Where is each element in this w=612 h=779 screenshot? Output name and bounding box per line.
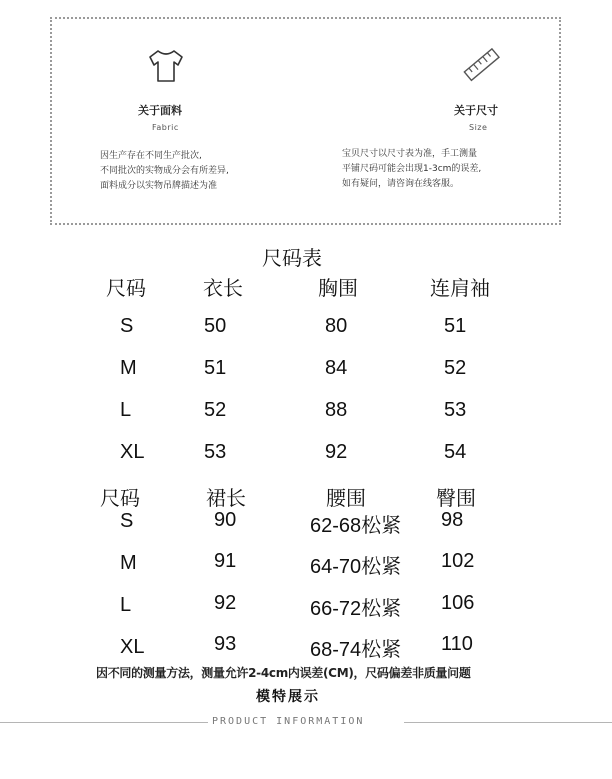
fabric-title: 关于面料 xyxy=(138,104,182,117)
divider-right xyxy=(404,722,612,723)
table-cell: 52 xyxy=(444,357,467,379)
size-title: 关于尺寸 xyxy=(454,104,498,117)
table-cell: L xyxy=(120,594,132,616)
size-desc-line: 如有疑问，请咨询在线客服。 xyxy=(342,179,460,189)
fabric-description xyxy=(100,149,280,194)
table-cell: 54 xyxy=(444,441,467,463)
table-cell: 90 xyxy=(214,509,237,531)
table-cell: 84 xyxy=(325,357,348,379)
table-cell: 52 xyxy=(204,399,227,421)
bottom-header-size: 尺码 xyxy=(100,486,140,510)
fabric-desc-line: 不同批次的实物成分会有所差异, xyxy=(100,166,229,176)
fabric-desc-line: 因生产存在不同生产批次, xyxy=(100,151,202,161)
table-cell: L xyxy=(120,399,132,421)
table-cell: 53 xyxy=(204,441,227,463)
size-description xyxy=(342,147,542,192)
info-box xyxy=(50,17,561,225)
table-cell: 88 xyxy=(325,399,348,421)
fabric-desc-line: 面料成分以实物吊牌描述为准 xyxy=(100,181,218,191)
model-display-title: 模特展示 xyxy=(256,689,320,705)
size-subtitle: Size xyxy=(469,123,488,132)
size-chart-title: 尺码表 xyxy=(262,246,322,270)
table-cell: 92 xyxy=(325,441,348,463)
top-header-chest: 胸围 xyxy=(318,276,358,300)
tshirt-icon xyxy=(144,45,188,89)
table-cell: XL xyxy=(120,441,145,463)
product-information-label: PRODUCT INFORMATION xyxy=(212,716,365,727)
bottom-header-skirt-length: 裙长 xyxy=(206,486,246,510)
table-cell: 51 xyxy=(204,357,227,379)
table-cell: 102 xyxy=(441,550,475,572)
table-cell: 110 xyxy=(441,633,473,655)
divider-left xyxy=(0,722,208,723)
table-cell: 93 xyxy=(214,633,237,655)
table-cell: 98 xyxy=(441,509,464,531)
top-header-length: 衣长 xyxy=(203,276,243,300)
table-cell: S xyxy=(120,315,134,337)
fabric-subtitle: Fabric xyxy=(152,123,179,132)
table-cell: 50 xyxy=(204,315,227,337)
top-header-sleeve: 连肩袖 xyxy=(430,276,490,300)
measurement-note: 因不同的测量方法，测量允许2-4cm内误差(CM)，尺码偏差非质量问题 xyxy=(96,666,471,680)
size-desc-line: 宝贝尺寸以尺寸表为准，手工测量 xyxy=(342,149,478,159)
table-cell: 68-74松紧 xyxy=(310,639,402,661)
table-cell: 62-68松紧 xyxy=(310,515,402,537)
table-cell: 64-70松紧 xyxy=(310,556,402,578)
table-cell: 53 xyxy=(444,399,467,421)
size-desc-line: 平铺尺码可能会出现1-3cm的误差, xyxy=(342,164,482,174)
bottom-header-hip: 臀围 xyxy=(436,486,476,510)
table-cell: 51 xyxy=(444,315,467,337)
table-cell: M xyxy=(120,552,137,574)
top-header-size: 尺码 xyxy=(106,276,146,300)
ruler-icon xyxy=(460,43,504,87)
table-cell: 91 xyxy=(214,550,237,572)
table-cell: 66-72松紧 xyxy=(310,598,402,620)
table-cell: 92 xyxy=(214,592,237,614)
table-cell: 106 xyxy=(441,592,475,614)
table-cell: 80 xyxy=(325,315,348,337)
table-cell: XL xyxy=(120,636,145,658)
bottom-header-waist: 腰围 xyxy=(326,486,366,510)
table-cell: S xyxy=(120,510,134,532)
table-cell: M xyxy=(120,357,137,379)
